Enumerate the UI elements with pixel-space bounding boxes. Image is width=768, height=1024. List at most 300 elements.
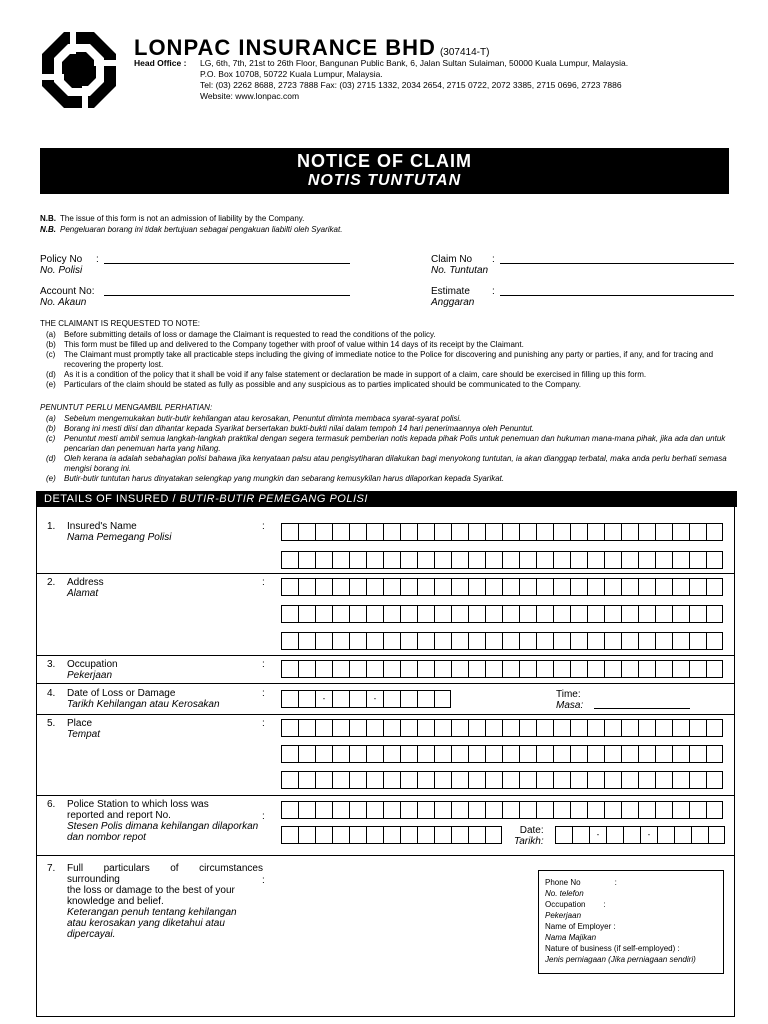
char-box[interactable]	[400, 605, 417, 623]
char-box[interactable]	[366, 745, 383, 763]
char-box[interactable]	[672, 605, 689, 623]
char-box[interactable]	[587, 551, 604, 569]
char-box[interactable]	[519, 523, 536, 541]
char-box[interactable]	[417, 719, 434, 737]
char-box[interactable]	[689, 801, 706, 819]
char-box[interactable]	[366, 578, 383, 596]
char-box[interactable]	[689, 745, 706, 763]
char-box[interactable]	[366, 551, 383, 569]
char-box[interactable]	[281, 801, 298, 819]
char-box[interactable]	[281, 523, 298, 541]
char-box[interactable]	[417, 801, 434, 819]
char-box[interactable]	[536, 523, 553, 541]
char-box[interactable]	[434, 523, 451, 541]
place-boxes-1[interactable]	[281, 719, 723, 737]
char-box[interactable]	[570, 801, 587, 819]
char-box[interactable]	[332, 523, 349, 541]
char-box[interactable]	[468, 826, 485, 844]
char-box[interactable]	[655, 578, 672, 596]
char-box[interactable]	[623, 826, 640, 844]
char-box[interactable]	[468, 523, 485, 541]
char-box[interactable]	[536, 605, 553, 623]
char-box[interactable]	[604, 719, 621, 737]
char-box[interactable]	[570, 632, 587, 650]
char-box[interactable]	[519, 632, 536, 650]
char-box[interactable]	[553, 605, 570, 623]
char-box[interactable]	[468, 719, 485, 737]
char-box[interactable]	[638, 771, 655, 789]
char-box[interactable]	[604, 632, 621, 650]
circumstances-input[interactable]	[282, 865, 532, 1010]
report-date-boxes[interactable]	[555, 826, 725, 844]
char-box[interactable]	[536, 801, 553, 819]
char-box[interactable]	[706, 745, 723, 763]
char-box[interactable]	[621, 632, 638, 650]
char-box[interactable]	[553, 660, 570, 678]
char-box[interactable]	[349, 660, 366, 678]
char-box[interactable]	[417, 745, 434, 763]
time-input[interactable]	[594, 708, 690, 709]
char-box[interactable]	[366, 771, 383, 789]
address-boxes-2[interactable]	[281, 605, 723, 623]
char-box[interactable]	[604, 771, 621, 789]
estimate-input[interactable]	[500, 295, 734, 296]
char-box[interactable]	[298, 745, 315, 763]
char-box[interactable]	[706, 719, 723, 737]
char-box[interactable]	[383, 660, 400, 678]
place-boxes-2[interactable]	[281, 745, 723, 763]
char-box[interactable]	[672, 632, 689, 650]
char-box[interactable]	[485, 771, 502, 789]
char-box[interactable]	[451, 551, 468, 569]
char-box[interactable]	[451, 605, 468, 623]
char-box[interactable]	[281, 632, 298, 650]
char-box[interactable]	[655, 719, 672, 737]
char-box[interactable]	[366, 719, 383, 737]
char-box[interactable]	[298, 605, 315, 623]
char-box[interactable]	[434, 632, 451, 650]
char-box[interactable]	[434, 578, 451, 596]
char-box[interactable]	[553, 745, 570, 763]
char-box[interactable]	[366, 632, 383, 650]
char-box[interactable]	[604, 605, 621, 623]
char-box[interactable]	[366, 826, 383, 844]
char-box[interactable]	[281, 690, 298, 708]
occupation-boxes[interactable]	[281, 660, 723, 678]
char-box[interactable]	[502, 771, 519, 789]
char-box[interactable]	[400, 826, 417, 844]
char-box[interactable]	[400, 632, 417, 650]
char-box[interactable]	[570, 551, 587, 569]
char-box[interactable]	[400, 801, 417, 819]
char-box[interactable]	[451, 826, 468, 844]
claim-no-input[interactable]	[500, 263, 734, 264]
char-box[interactable]	[417, 523, 434, 541]
char-box[interactable]	[553, 578, 570, 596]
account-no-input[interactable]	[104, 295, 350, 296]
char-box[interactable]	[536, 578, 553, 596]
char-box[interactable]	[657, 826, 674, 844]
char-box[interactable]	[298, 771, 315, 789]
char-box[interactable]	[672, 660, 689, 678]
char-box[interactable]	[553, 632, 570, 650]
char-box[interactable]	[502, 660, 519, 678]
char-box[interactable]	[349, 745, 366, 763]
char-box[interactable]	[417, 578, 434, 596]
char-box[interactable]	[502, 551, 519, 569]
char-box[interactable]	[708, 826, 725, 844]
char-box[interactable]	[570, 578, 587, 596]
char-box[interactable]	[315, 660, 332, 678]
char-box[interactable]	[570, 660, 587, 678]
police-station-boxes-2[interactable]	[281, 826, 502, 844]
char-box[interactable]	[366, 605, 383, 623]
char-box[interactable]	[281, 551, 298, 569]
char-box[interactable]	[434, 605, 451, 623]
date-separator-box[interactable]: -	[315, 690, 332, 708]
char-box[interactable]	[349, 605, 366, 623]
date-of-loss-boxes[interactable]	[281, 690, 451, 708]
char-box[interactable]	[638, 632, 655, 650]
char-box[interactable]	[349, 801, 366, 819]
char-box[interactable]	[691, 826, 708, 844]
char-box[interactable]	[468, 578, 485, 596]
char-box[interactable]	[689, 578, 706, 596]
char-box[interactable]	[332, 801, 349, 819]
char-box[interactable]	[281, 660, 298, 678]
char-box[interactable]	[689, 632, 706, 650]
char-box[interactable]	[519, 771, 536, 789]
char-box[interactable]	[706, 523, 723, 541]
char-box[interactable]	[606, 826, 623, 844]
char-box[interactable]	[604, 551, 621, 569]
char-box[interactable]	[638, 605, 655, 623]
char-box[interactable]	[655, 660, 672, 678]
char-box[interactable]	[298, 719, 315, 737]
char-box[interactable]	[621, 719, 638, 737]
char-box[interactable]	[332, 771, 349, 789]
char-box[interactable]	[604, 745, 621, 763]
char-box[interactable]	[502, 719, 519, 737]
char-box[interactable]	[332, 605, 349, 623]
char-box[interactable]	[672, 719, 689, 737]
char-box[interactable]	[332, 690, 349, 708]
char-box[interactable]	[468, 801, 485, 819]
char-box[interactable]	[587, 660, 604, 678]
char-box[interactable]	[519, 578, 536, 596]
char-box[interactable]	[400, 551, 417, 569]
char-box[interactable]	[706, 660, 723, 678]
char-box[interactable]	[587, 578, 604, 596]
char-box[interactable]	[451, 719, 468, 737]
char-box[interactable]	[570, 745, 587, 763]
char-box[interactable]	[638, 801, 655, 819]
char-box[interactable]	[332, 578, 349, 596]
char-box[interactable]	[536, 719, 553, 737]
char-box[interactable]	[536, 632, 553, 650]
char-box[interactable]	[315, 523, 332, 541]
char-box[interactable]	[417, 660, 434, 678]
char-box[interactable]	[434, 660, 451, 678]
char-box[interactable]	[298, 826, 315, 844]
char-box[interactable]	[315, 771, 332, 789]
char-box[interactable]	[434, 719, 451, 737]
char-box[interactable]	[349, 632, 366, 650]
char-box[interactable]	[604, 578, 621, 596]
char-box[interactable]	[417, 826, 434, 844]
char-box[interactable]	[672, 801, 689, 819]
char-box[interactable]	[706, 578, 723, 596]
char-box[interactable]	[400, 771, 417, 789]
char-box[interactable]	[468, 605, 485, 623]
char-box[interactable]	[502, 578, 519, 596]
char-box[interactable]	[570, 523, 587, 541]
char-box[interactable]	[451, 632, 468, 650]
char-box[interactable]	[485, 578, 502, 596]
char-box[interactable]	[587, 745, 604, 763]
char-box[interactable]	[587, 632, 604, 650]
char-box[interactable]	[519, 801, 536, 819]
char-box[interactable]	[604, 523, 621, 541]
char-box[interactable]	[332, 632, 349, 650]
char-box[interactable]	[366, 801, 383, 819]
char-box[interactable]	[621, 551, 638, 569]
char-box[interactable]	[604, 660, 621, 678]
char-box[interactable]	[621, 660, 638, 678]
char-box[interactable]	[485, 632, 502, 650]
char-box[interactable]	[417, 632, 434, 650]
char-box[interactable]	[366, 523, 383, 541]
insured-name-boxes-2[interactable]	[281, 551, 723, 569]
char-box[interactable]	[519, 551, 536, 569]
char-box[interactable]	[502, 745, 519, 763]
char-box[interactable]	[502, 605, 519, 623]
char-box[interactable]	[315, 605, 332, 623]
char-box[interactable]	[451, 745, 468, 763]
char-box[interactable]	[638, 719, 655, 737]
char-box[interactable]	[417, 605, 434, 623]
char-box[interactable]	[349, 826, 366, 844]
char-box[interactable]	[332, 745, 349, 763]
char-box[interactable]	[298, 632, 315, 650]
char-box[interactable]	[417, 690, 434, 708]
char-box[interactable]	[689, 551, 706, 569]
char-box[interactable]	[383, 690, 400, 708]
char-box[interactable]	[672, 551, 689, 569]
char-box[interactable]	[400, 690, 417, 708]
char-box[interactable]	[417, 551, 434, 569]
char-box[interactable]	[485, 801, 502, 819]
char-box[interactable]	[655, 745, 672, 763]
char-box[interactable]	[434, 801, 451, 819]
char-box[interactable]	[519, 660, 536, 678]
char-box[interactable]	[485, 745, 502, 763]
address-boxes-1[interactable]	[281, 578, 723, 596]
char-box[interactable]	[621, 523, 638, 541]
char-box[interactable]	[468, 745, 485, 763]
char-box[interactable]	[570, 605, 587, 623]
char-box[interactable]	[349, 690, 366, 708]
char-box[interactable]	[621, 745, 638, 763]
char-box[interactable]	[553, 801, 570, 819]
char-box[interactable]	[604, 801, 621, 819]
char-box[interactable]	[298, 660, 315, 678]
char-box[interactable]	[383, 719, 400, 737]
char-box[interactable]	[706, 605, 723, 623]
char-box[interactable]	[570, 771, 587, 789]
char-box[interactable]	[434, 690, 451, 708]
date-separator-box[interactable]: -	[589, 826, 606, 844]
char-box[interactable]	[315, 632, 332, 650]
char-box[interactable]	[298, 551, 315, 569]
date-separator-box[interactable]: -	[640, 826, 657, 844]
char-box[interactable]	[706, 551, 723, 569]
char-box[interactable]	[349, 771, 366, 789]
char-box[interactable]	[621, 605, 638, 623]
char-box[interactable]	[434, 771, 451, 789]
char-box[interactable]	[621, 771, 638, 789]
char-box[interactable]	[434, 745, 451, 763]
place-boxes-3[interactable]	[281, 771, 723, 789]
char-box[interactable]	[587, 719, 604, 737]
char-box[interactable]	[519, 745, 536, 763]
char-box[interactable]	[383, 826, 400, 844]
char-box[interactable]	[315, 745, 332, 763]
char-box[interactable]	[485, 660, 502, 678]
char-box[interactable]	[349, 523, 366, 541]
char-box[interactable]	[281, 771, 298, 789]
char-box[interactable]	[400, 719, 417, 737]
char-box[interactable]	[553, 719, 570, 737]
char-box[interactable]	[383, 745, 400, 763]
char-box[interactable]	[689, 771, 706, 789]
char-box[interactable]	[689, 523, 706, 541]
char-box[interactable]	[366, 660, 383, 678]
char-box[interactable]	[638, 660, 655, 678]
char-box[interactable]	[706, 632, 723, 650]
char-box[interactable]	[417, 771, 434, 789]
char-box[interactable]	[383, 605, 400, 623]
char-box[interactable]	[536, 771, 553, 789]
char-box[interactable]	[349, 719, 366, 737]
char-box[interactable]	[315, 551, 332, 569]
char-box[interactable]	[502, 523, 519, 541]
char-box[interactable]	[332, 660, 349, 678]
char-box[interactable]	[451, 523, 468, 541]
char-box[interactable]	[383, 801, 400, 819]
char-box[interactable]	[621, 801, 638, 819]
char-box[interactable]	[485, 523, 502, 541]
char-box[interactable]	[400, 660, 417, 678]
char-box[interactable]	[332, 826, 349, 844]
char-box[interactable]	[502, 632, 519, 650]
char-box[interactable]	[281, 826, 298, 844]
char-box[interactable]	[485, 826, 502, 844]
char-box[interactable]	[519, 605, 536, 623]
char-box[interactable]	[468, 632, 485, 650]
char-box[interactable]	[349, 551, 366, 569]
char-box[interactable]	[621, 578, 638, 596]
char-box[interactable]	[655, 523, 672, 541]
char-box[interactable]	[638, 578, 655, 596]
char-box[interactable]	[555, 826, 572, 844]
char-box[interactable]	[383, 578, 400, 596]
char-box[interactable]	[451, 660, 468, 678]
char-box[interactable]	[349, 578, 366, 596]
char-box[interactable]	[468, 771, 485, 789]
char-box[interactable]	[383, 523, 400, 541]
char-box[interactable]	[315, 578, 332, 596]
char-box[interactable]	[655, 771, 672, 789]
char-box[interactable]	[689, 719, 706, 737]
char-box[interactable]	[485, 719, 502, 737]
char-box[interactable]	[536, 660, 553, 678]
char-box[interactable]	[315, 801, 332, 819]
char-box[interactable]	[638, 551, 655, 569]
char-box[interactable]	[672, 578, 689, 596]
char-box[interactable]	[655, 551, 672, 569]
char-box[interactable]	[553, 551, 570, 569]
char-box[interactable]	[706, 801, 723, 819]
char-box[interactable]	[638, 745, 655, 763]
char-box[interactable]	[281, 719, 298, 737]
char-box[interactable]	[655, 801, 672, 819]
char-box[interactable]	[655, 632, 672, 650]
char-box[interactable]	[315, 719, 332, 737]
char-box[interactable]	[672, 745, 689, 763]
char-box[interactable]	[468, 660, 485, 678]
char-box[interactable]	[298, 578, 315, 596]
char-box[interactable]	[672, 523, 689, 541]
char-box[interactable]	[672, 771, 689, 789]
date-separator-box[interactable]: -	[366, 690, 383, 708]
char-box[interactable]	[587, 771, 604, 789]
char-box[interactable]	[536, 745, 553, 763]
char-box[interactable]	[553, 771, 570, 789]
char-box[interactable]	[638, 523, 655, 541]
police-station-boxes-1[interactable]	[281, 801, 723, 819]
char-box[interactable]	[570, 719, 587, 737]
char-box[interactable]	[485, 605, 502, 623]
char-box[interactable]	[400, 745, 417, 763]
char-box[interactable]	[519, 719, 536, 737]
char-box[interactable]	[689, 605, 706, 623]
address-boxes-3[interactable]	[281, 632, 723, 650]
char-box[interactable]	[451, 578, 468, 596]
char-box[interactable]	[434, 551, 451, 569]
char-box[interactable]	[281, 745, 298, 763]
char-box[interactable]	[383, 551, 400, 569]
char-box[interactable]	[434, 826, 451, 844]
char-box[interactable]	[315, 826, 332, 844]
char-box[interactable]	[655, 605, 672, 623]
char-box[interactable]	[572, 826, 589, 844]
char-box[interactable]	[674, 826, 691, 844]
char-box[interactable]	[689, 660, 706, 678]
char-box[interactable]	[468, 551, 485, 569]
insured-name-boxes-1[interactable]	[281, 523, 723, 541]
char-box[interactable]	[298, 801, 315, 819]
char-box[interactable]	[587, 605, 604, 623]
char-box[interactable]	[298, 690, 315, 708]
char-box[interactable]	[400, 578, 417, 596]
char-box[interactable]	[451, 771, 468, 789]
char-box[interactable]	[281, 605, 298, 623]
char-box[interactable]	[553, 523, 570, 541]
char-box[interactable]	[502, 801, 519, 819]
policy-no-input[interactable]	[104, 263, 350, 264]
char-box[interactable]	[281, 578, 298, 596]
